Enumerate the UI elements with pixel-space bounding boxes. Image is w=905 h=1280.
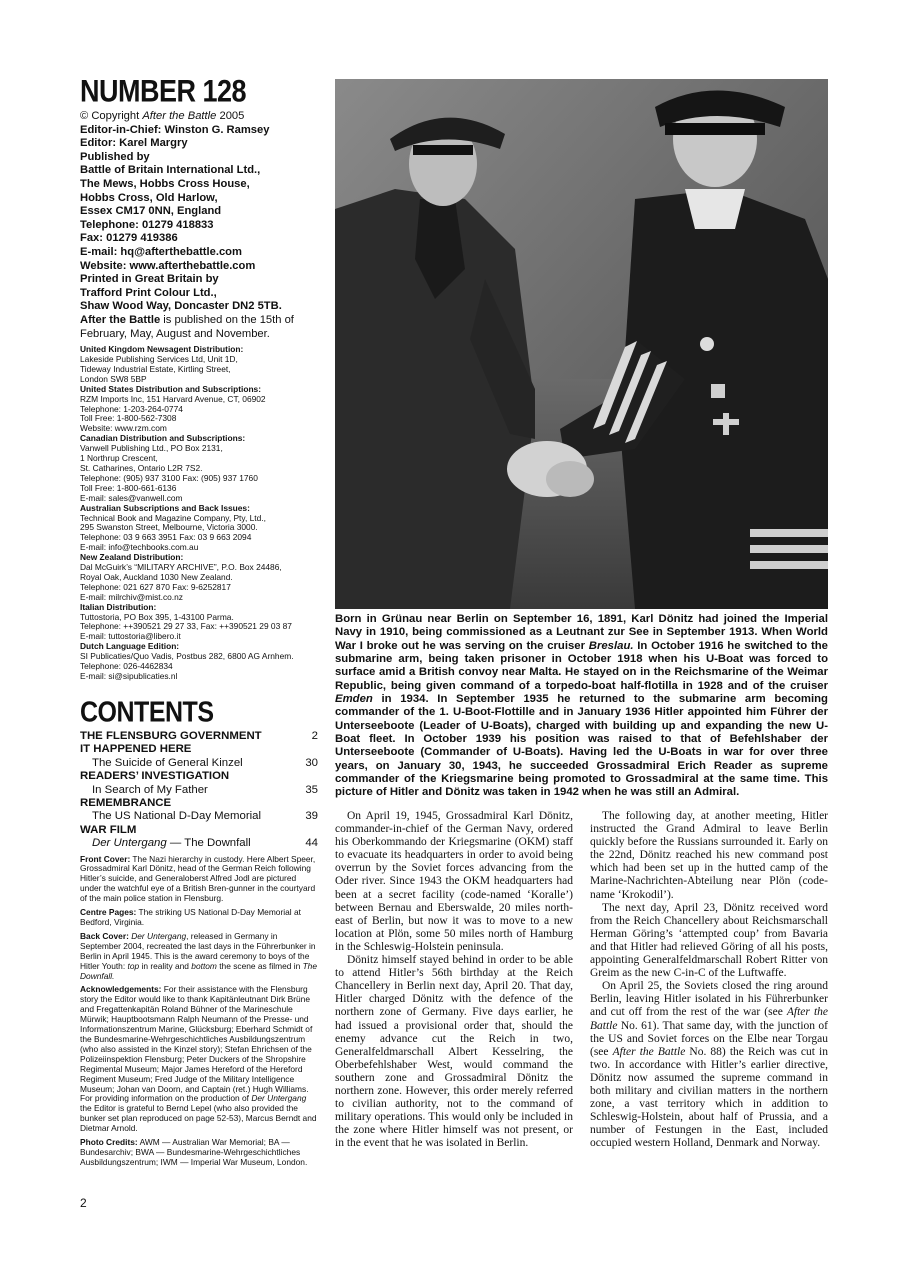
distribution-line: Tideway Industrial Estate, Kirtling Street, [80,363,231,374]
toc-entry[interactable] [80,810,318,823]
toc-title: In Search of My Father [92,783,208,796]
note-label: Front Cover: [80,853,131,864]
note-italic: The Downfall. [80,960,317,981]
paragraph-text: On April 25, the Soviets closed the ring around Berlin, leaving Hitler isolated in his Führerbunker and cut off from the rest of the war (see [590,980,828,1019]
editor: Editor: Karel Margry [80,137,188,150]
note-label: Back Cover: [80,930,129,941]
page-number: 2 [80,1196,87,1210]
distribution-line: 295 Swanston Street, Melbourne, Victoria 3000. [80,522,258,533]
note-text: the scene as filmed in [216,960,303,971]
caption-text: In October 1916 he switched to the submarine arm, being taken prisoner in October 1918 when his U-Boat was forced to surface amid a British convoy near Malta. He stayed on in the Reichsmarine of the Weimar Republic, being given command of a torpedo-boat half-flotilla in 1928 and of the cruiser [335,639,828,692]
toc-section: WAR FILM [80,823,137,836]
toc-title [80,837,251,850]
table-of-contents [80,730,318,851]
note-text: , released in Germany in September 2004, recreated the last days in the Führerbunker in Berlin in April 1945. This is the award ceremony to boys of the Hitler Youth: [80,930,316,971]
distribution-heading: Australian Subscriptions and Back Issues: [80,502,250,513]
publisher-line: Published by [80,150,150,163]
printer-block [80,273,318,314]
publisher-block [80,151,318,219]
distribution-heading: United States Distribution and Subscriptions: [80,383,262,394]
note-text: The Nazi hierarchy in custody. Here Albert Speer, Grossadmiral Karl Dönitz, head of the German Reich following Hitler’s suicide, and Generaloberst Alfred Jodl are pictured under the watchful eye of a British Bren-gunner in the courtyard of the main police station in Flensburg. [80,853,316,904]
distribution-line: Website: www.rzm.com [80,423,167,434]
copyright-prefix: © Copyright [80,110,143,122]
distribution-line: Telephone: 03 9 663 3951 Fax: 03 9 663 2094 [80,532,252,543]
issue-number: NUMBER 128 [80,74,247,109]
article-column-2 [590,810,828,1150]
distribution-line: E-mail: sales@vanwell.com [80,492,183,503]
distribution-line: London SW8 5BP [80,373,147,384]
fax: Fax: 01279 419386 [80,232,178,245]
distribution-line: E-mail: info@techbooks.com.au [80,542,199,553]
toc-page: 39 [305,810,318,823]
article-column-1 [335,810,573,1150]
printer-line: Trafford Print Colour Ltd., [80,286,217,299]
centre-pages-note [80,908,318,928]
publisher-line: Hobbs Cross, Old Harlow, [80,191,218,204]
distribution-line: Telephone: ++390521 29 27 33, Fax: ++390521 29 03 87 [80,621,292,632]
toc-section: REMEMBRANCE [80,796,172,809]
masthead-column [80,74,318,1172]
back-cover-note [80,932,318,982]
toc-title: The US National D-Day Memorial [92,810,262,823]
schedule-title: After the Battle [80,313,161,326]
paragraph-text: No. 61). That same day, with the junction of the US and Soviet forces on the Elbe near Torgau (see [590,1019,828,1058]
article-paragraph: On April 19, 1945, Grossadmiral Karl Dönitz, commander-in-chief of the German Navy, ordered his Oberkommando der Kriegsmarine (OKM) staff to evacuate its headquarters in order to avoid being overrun by the Soviet forces advancing from the Oder river. Since 1943 the OKM headquarters had been at a secret facility (code-named ‘Koralle’) between Bernau and Eberswalde, 20 miles north-east of Berlin, but now it was to move to a new location at Plön, some 50 miles north of Hamburg in the Schleswig-Holstein peninsula. [335,810,573,953]
distribution-line: E-mail: milrchiv@mist.co.nz [80,591,183,602]
toc-page: 35 [305,783,318,796]
distribution-line: Technical Book and Magazine Company, Pty, Ltd., [80,512,266,523]
distribution-line: E-mail: si@sipublicaties.nl [80,671,178,681]
article-paragraph [590,980,828,1150]
note-text: the Editor is grateful to Bernd Lepel (who also provided the bunker set plan reproduced on page 52-53), Marcus Berndt and Dietmar Arnold. [80,1103,317,1134]
cover-notes [80,855,318,1168]
toc-title-rest: — The Downfall [166,837,251,850]
contents-title: CONTENTS [80,695,214,729]
paragraph-italic: After the Battle [590,1006,828,1032]
toc-page: 30 [305,756,318,769]
distribution-line: Lakeside Publishing Services Ltd, Unit 1D, [80,354,238,364]
email: E-mail: hq@afterthebattle.com [80,245,242,258]
publication-schedule [80,314,318,341]
copyright [80,110,318,124]
toc-section: IT HAPPENED HERE [80,743,192,756]
distribution-line: RZM Imports Inc, 151 Harvard Avenue, CT, 06902 [80,393,266,404]
note-italic: top [127,960,140,971]
printer-line: Printed in Great Britain by [80,273,219,286]
paragraph-text: No. 88) the Reich was cut in two. In accordance with Hitler’s earlier directive, Dönitz now assumed the supreme command in both military and civilian matters in the northern zone, a vast territory which in addition to Schleswig-Holstein, about half of Prussia, and a number of Festungen in the East, included occupied western Holland, Denmark and Norway. [590,1045,828,1150]
publisher-line: Battle of Britain International Ltd., [80,164,261,177]
distribution-heading: Dutch Language Edition: [80,641,180,652]
distribution-heading: United Kingdom Newsagent Distribution: [80,344,244,355]
distribution-line: Vanwell Publishing Ltd., PO Box 2131, [80,443,223,454]
note-text: AWM — Australian War Memorial; BA — Bundesarchiv; BWA — Bundesmarine-Wehrgeschichtliches Ausbildungszentrum; IWM — Imperial War Museum, London. [80,1137,308,1167]
note-text: The striking US National D-Day Memorial at Bedford, Virginia. [80,907,301,927]
copyright-year: 2005 [216,110,245,122]
schedule-text: is published on the 15th of February, May, August and November. [80,313,294,340]
article-paragraph: Dönitz himself stayed behind in order to be able to attend Hitler’s 56th birthday at the Reich Chancellery in Berlin next day, April 20. That day, Hitler charged Dönitz with the defence of the northern zone of Germany. Five days earlier, he had issued a provisional order that, should the enemy advance cut the Reich in two, Generalfeldmarschall Albert Kesselring, the Oberbefehlshaber West, would command the southern zone and Grossadmiral Dönitz the northern zone. However, this order merely referred to civilian authority, not to the command of military operations. This would only be included in the zone where Hitler himself was not present, or in the event that he was isolated in Berlin. [335,954,573,1150]
distribution-line: E-mail: tuttostoria@libero.it [80,631,181,642]
article-paragraph: The next day, April 23, Dönitz received word from the Reich Chancellery about Reichsmarschall Herman Göring’s ‘attempted coup’ from Bavaria and that Hitler had relieved Göring of all his posts, appointing Generalfeldmarschall Robert Ritter von Greim as the new C-in-C of the Luftwaffe. [590,901,828,980]
note-label: Centre Pages: [80,907,137,918]
distribution-line: St. Catharines, Ontario L2R 7S2. [80,462,203,473]
editor-in-chief: Editor-in-Chief: Winston G. Ramsey [80,123,270,136]
note-label: Acknowledgements: [80,984,162,995]
distribution-line: Telephone: 1-203-264-0774 [80,403,183,414]
distribution-line: Royal Oak, Auckland 1030 New Zealand. [80,571,233,582]
website: Website: www.afterthebattle.com [80,259,256,272]
acknowledgements [80,985,318,1134]
caption-italic: Breslau. [588,639,634,652]
note-italic: bottom [191,960,217,971]
caption-italic: Emden [335,693,373,706]
distribution-line: Telephone: 026-4462834 [80,661,173,672]
article-paragraph: The following day, at another meeting, Hitler instructed the Grand Admiral to leave Berlin quickly before the Russians surrounded it. Early on the 22nd, Dönitz reached his new command post which had been set up in the hutted camp of the Marine-Nachrichten-Abteilung near Plön (code-name ‘Krokodil’). [590,810,828,901]
distribution-line: Dal McGuirk’s “MILITARY ARCHIVE”, P.O. Box 24486, [80,562,282,573]
toc-title-italic: Der Untergang [92,837,167,850]
photo-caption [335,613,828,800]
toc-entry[interactable] [80,730,318,743]
toc-entry[interactable] [80,757,318,770]
caption-text: in 1934. In September 1935 he returned to the submarine arm becoming commander of the 1. U-Boot-Flottille and in January 1936 Hitler appointed him Führer der Unterseeboote (Leader of U-Boats), charged with building up and expanding the new U-Boat fleet. In October 1939 his position was raised to that of Befehlshaber der Unterseeboote (Commander of U-Boats). Having led the U-Boats in war for over three years, on January 30, 1943, he succeeded Grossadmiral Erich Reader as supreme commander of the Kriegsmarine being promoted to Grossadmiral at the same time. This picture of Hitler and Dönitz was taken in 1942 when he was still an Admiral. [335,693,828,799]
distribution-heading: New Zealand Distribution: [80,552,184,563]
front-cover-note [80,855,318,905]
distribution-heading: Canadian Distribution and Subscriptions: [80,433,246,444]
distribution-line: Toll Free: 1-800-661-6136 [80,482,177,493]
distribution-heading: Italian Distribution: [80,601,157,612]
printer-line: Shaw Wood Way, Doncaster DN2 5TB. [80,300,282,313]
toc-entry[interactable] [80,837,318,850]
toc-section: THE FLENSBURG GOVERNMENT [80,729,262,742]
toc-entry[interactable] [80,784,318,797]
paragraph-italic: After the Battle [612,1045,686,1058]
publisher-line: Essex CM17 0NN, England [80,205,222,218]
distribution-line: 1 Northrup Crescent, [80,453,158,464]
note-label: Photo Credits: [80,1137,138,1148]
distribution-line: Toll Free: 1-800-562-7308 [80,413,177,424]
note-italic: Der Untergang [131,930,187,941]
distribution-list [80,345,318,682]
caption-text: Born in Grünau near Berlin on September 16, 1891, Karl Dönitz had joined the Imperial Navy in 1910, being commissioned as a Leutnant zur See in September 1913. When World War I broke out he was serving on the cruiser [335,613,828,652]
toc-page: 2 [311,729,318,742]
toc-section: READERS’ INVESTIGATION [80,770,230,783]
distribution-line: SI Publicaties/Quo Vadis, Postbus 282, 6800 AG Arnhem. [80,651,294,662]
note-text: in reality and [139,960,192,971]
distribution-line: Telephone: (905) 937 3100 Fax: (905) 937 1760 [80,472,258,483]
publisher-line: The Mews, Hobbs Cross House, [80,177,250,190]
telephone: Telephone: 01279 418833 [80,218,214,231]
distribution-line: Tuttostoria, PO Box 395, 1-43100 Parma. [80,611,234,622]
distribution-line: Telephone: 021 627 870 Fax: 9-6252817 [80,581,231,592]
photo-credits [80,1138,318,1168]
toc-page: 44 [305,837,318,850]
copyright-title: After the Battle [142,110,217,122]
historical-photo [335,79,828,609]
handshake-photo-illustration [335,79,828,609]
toc-title: The Suicide of General Kinzel [92,756,243,769]
note-italic: Der Untergang [251,1093,307,1104]
note-text: For their assistance with the Flensburg story the Editor would like to thank Kapitänleutnant Dirk Brüne and Fregattenkapitän Roland Bühner of the Marineschule Mürwik; Hauptbootsmann Ralph Neumann of the Presse- und Informationszentrum Marine, Glücksburg; Eberhard Schmidt of the Bundesmarine-Wehrgeschichtliches Ausbildungszentrum (who also assisted in the Kinzel story); Stefan Ehrichsen of the Polizeiinspektion Flensburg; Peter Duckers of the Shropshire Regimental Museum; Major James Hereford of the Hereford Regiment Museum; Fred Judge of the Military Intelligence Museum; Johan van Doorn, and Captain (ret.) Hugh Williams. For providing information on the production of [80,984,313,1104]
